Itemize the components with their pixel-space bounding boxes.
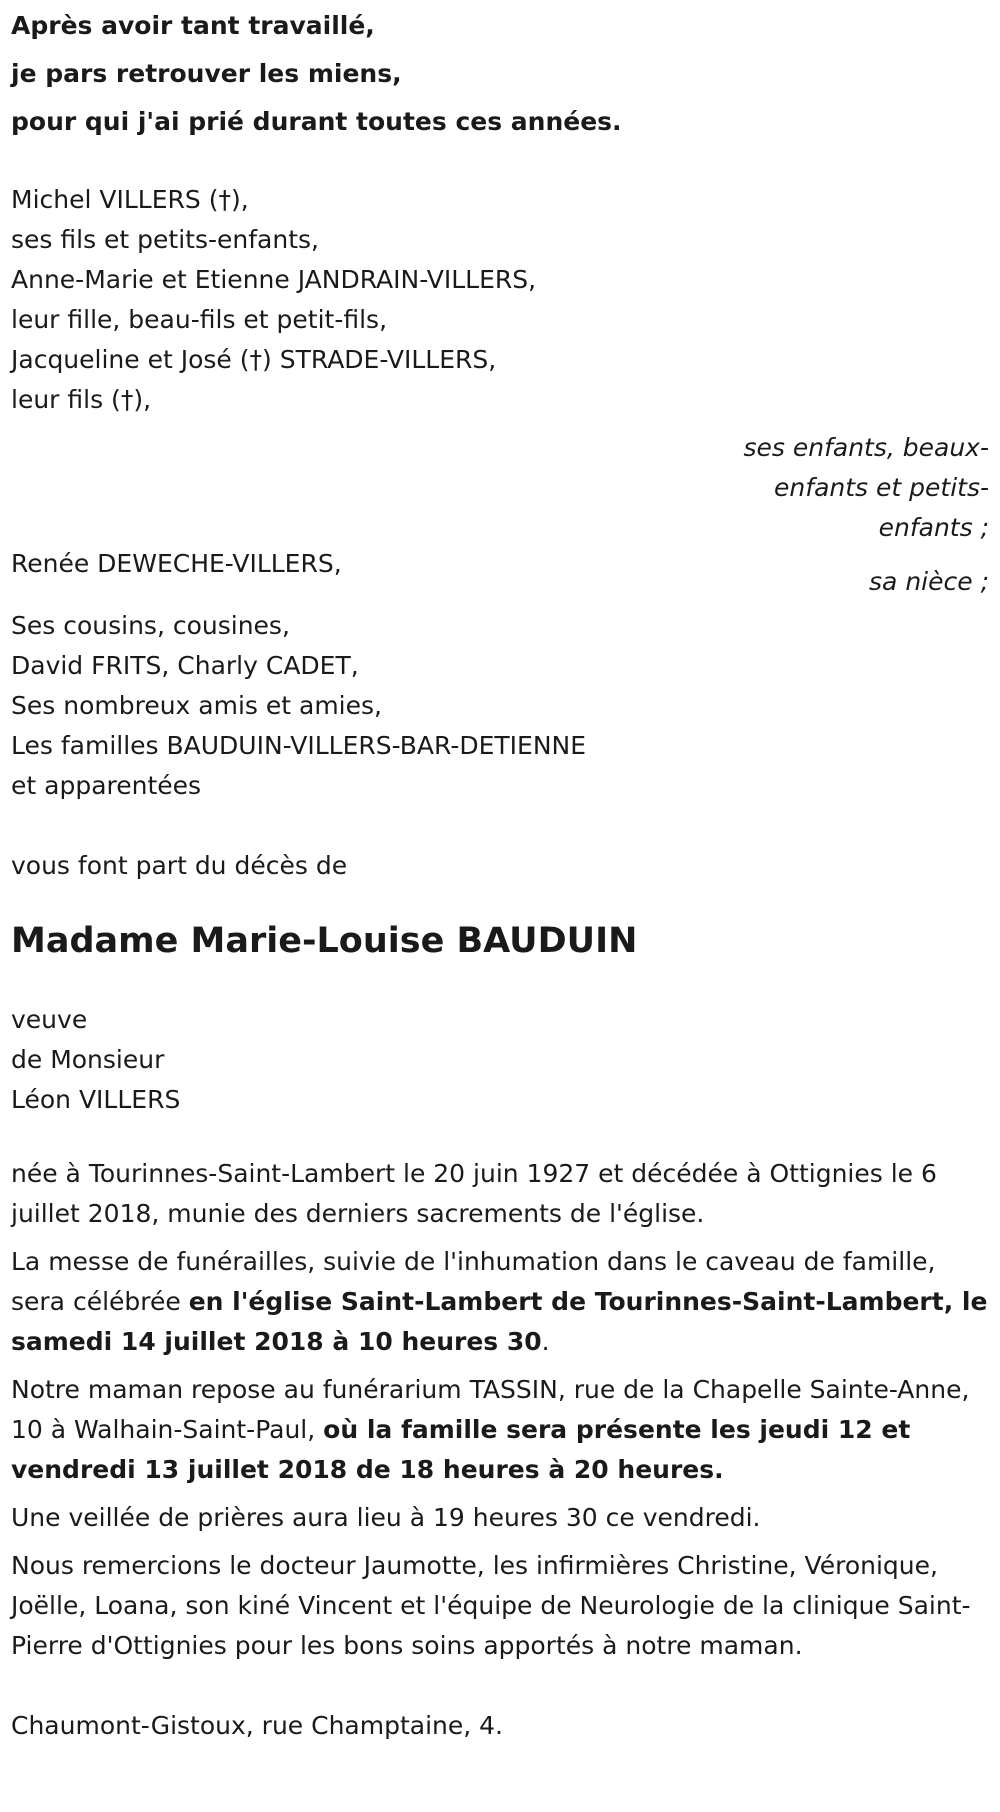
others-line: Ses nombreux amis et amies, — [11, 691, 382, 720]
niece-role: sa nièce ; — [869, 567, 989, 596]
birth-death-paragraph: née à Tourinnes-Saint-Lambert le 20 juin 1927 et décédée à Ottignies le 6 juillet 2018, munie des derniers sacrements de l'église. — [11, 1159, 937, 1228]
family-address: Chaumont-Gistoux, rue Champtaine, 4. — [11, 1711, 504, 1740]
poem-line: Après avoir tant travaillé, — [11, 11, 375, 40]
family-line: leur fille, beau-fils et petit-fils, — [11, 305, 388, 334]
others-line: Les familles BAUDUIN-VILLERS-BAR-DETIENNE — [11, 731, 587, 760]
others-block — [11, 606, 989, 806]
family-line: Anne-Marie et Etienne JANDRAIN-VILLERS, — [11, 265, 537, 294]
family-line: ses fils et petits-enfants, — [11, 225, 319, 254]
poem-line: je pars retrouver les miens, — [11, 59, 402, 88]
poem-line: pour qui j'ai prié durant toutes ces années. — [11, 107, 622, 136]
widow-block — [11, 1000, 989, 1120]
funeral-paragraph: La messe de funérailles, suivie de l'inhumation dans le caveau de famille, sera célébrée en l'église Saint-Lambert de Tourinnes-Saint-Lambert, le samedi 14 juillet 2018 à 10 heures 30. — [11, 1247, 988, 1356]
others-line: Ses cousins, cousines, — [11, 611, 290, 640]
family-line: Jacqueline et José (†) STRADE-VILLERS, — [11, 345, 497, 374]
family-line: leur fils (†), — [11, 385, 152, 414]
vigil-paragraph: Une veillée de prières aura lieu à 19 heures 30 ce vendredi. — [11, 1503, 761, 1532]
obituary-notice — [11, 0, 989, 1746]
family-line: Michel VILLERS (†), — [11, 185, 249, 214]
thanks-paragraph: Nous remercions le docteur Jaumotte, les infirmières Christine, Véronique, Joëlle, Loana, son kiné Vincent et l'équipe de Neurologie de la clinique Saint-Pierre d'Ottignies pour les bons soins apportés à notre maman. — [11, 1551, 971, 1660]
family-block — [11, 180, 989, 544]
widow-line: de Monsieur — [11, 1045, 165, 1074]
announcement: vous font part du décès de — [11, 851, 348, 880]
others-line: et apparentées — [11, 771, 202, 800]
niece-block — [11, 544, 989, 596]
widow-line: Léon VILLERS — [11, 1085, 181, 1114]
family-role-line: ses enfants, beaux- — [743, 433, 989, 462]
family-role — [743, 428, 989, 548]
opening-poem — [11, 0, 989, 146]
funeral-details: en l'église Saint-Lambert de Tourinnes-Saint-Lambert, le samedi 14 juillet 2018 à 10 heures 30 — [11, 1287, 988, 1356]
family-role-line: enfants ; — [878, 513, 989, 542]
rest-paragraph: Notre maman repose au funérarium TASSIN, rue de la Chapelle Sainte-Anne, 10 à Walhain-Saint-Paul, où la famille sera présente les jeudi 12 et vendredi 13 juillet 2018 de 18 heures à 20 heures. — [11, 1375, 970, 1484]
deceased-name: Madame Marie-Louise BAUDUIN — [11, 921, 638, 961]
family-role-line: enfants et petits- — [774, 473, 989, 502]
widow-line: veuve — [11, 1005, 88, 1034]
visiting-details: où la famille sera présente les jeudi 12 et vendredi 13 juillet 2018 de 18 heures à 20 heures. — [11, 1415, 911, 1484]
niece-name: Renée DEWECHE-VILLERS, — [11, 549, 342, 578]
others-line: David FRITS, Charly CADET, — [11, 651, 359, 680]
